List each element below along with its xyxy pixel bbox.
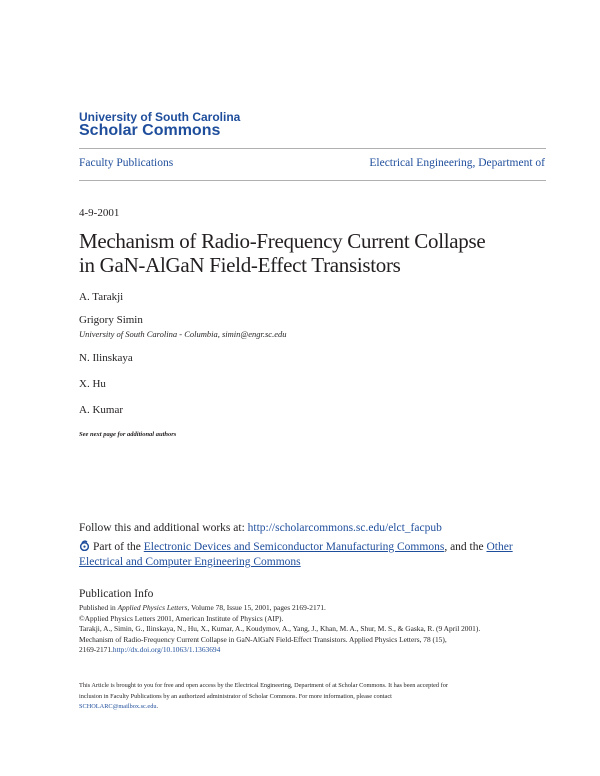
doi-link[interactable]: http://dx.doi.org/10.1063/1.1363694: [112, 645, 221, 655]
part-of-middle: , and the: [444, 541, 487, 553]
journal-name: Applied Physics Letters: [117, 603, 188, 612]
footer-line: This Article is brought to you for free and open access by the Electrical Engineering, Department of at Scholar Commons. It has been accepted for: [79, 682, 448, 689]
faculty-publications-link[interactable]: Faculty Publications: [79, 157, 174, 169]
publication-info-body: [79, 603, 549, 656]
see-next-page-note: See next page for additional authors: [79, 431, 177, 438]
author-name: Grigory Simin: [79, 314, 143, 326]
university-name[interactable]: University of South Carolina: [79, 110, 241, 124]
author-name: A. Kumar: [79, 404, 123, 416]
footer-line: [79, 702, 519, 713]
author-name: N. Ilinskaya: [79, 352, 133, 364]
pub-text: 2169-2171.: [79, 645, 113, 655]
pub-line: ©Applied Physics Letters 2001, American Institute of Physics (AIP).: [79, 613, 284, 623]
other-eecs-commons-link-cont[interactable]: Electrical and Computer Engineering Commons: [79, 556, 301, 568]
follow-line: [79, 522, 442, 534]
pub-text: , Volume 78, Issue 15, 2001, pages 2169-2171.: [187, 603, 326, 612]
department-link[interactable]: Electrical Engineering, Department of: [369, 157, 545, 169]
part-of-line: [79, 540, 549, 570]
pub-line: [79, 645, 549, 656]
collection-url-link[interactable]: http://scholarcommons.sc.edu/elct_facpub: [247, 522, 442, 534]
publication-date: 4-9-2001: [79, 207, 120, 219]
author-name: X. Hu: [79, 378, 106, 390]
pub-line: [79, 603, 549, 614]
follow-text: Follow this and additional works at:: [79, 522, 248, 534]
article-title: [79, 229, 549, 277]
divider-top: [79, 148, 546, 149]
pub-line: Mechanism of Radio-Frequency Current Collapse in GaN-AlGaN Field-Effect Transistors. Applied Physics Letters, 78 (15),: [79, 634, 447, 644]
divider-bottom: [79, 180, 546, 181]
footer-text: .: [156, 703, 159, 710]
author-affiliation: University of South Carolina - Columbia, simin@engr.sc.edu: [79, 329, 287, 339]
electronic-devices-commons-link[interactable]: Electronic Devices and Semiconductor Manufacturing Commons: [143, 541, 445, 553]
footer-note: [79, 681, 519, 713]
author-name: A. Tarakji: [79, 291, 124, 303]
other-eecs-commons-link[interactable]: Other: [486, 541, 513, 553]
title-line-1: Mechanism of Radio-Frequency Current Collapse: [79, 229, 486, 253]
pub-line: Tarakji, A., Simin, G., Ilinskaya, N., Hu, X., Kumar, A., Koudymov, A., Yang, J., Khan, M. A., Shur, M. S., & Gaska, R. (9 April 2001).: [79, 624, 481, 634]
title-line-2: in GaN-AlGaN Field-Effect Transistors: [79, 253, 401, 277]
publication-info-heading: Publication Info: [79, 588, 154, 600]
scholar-commons-logo[interactable]: Scholar Commons: [79, 122, 221, 139]
part-of-prefix: Part of the: [93, 541, 144, 553]
pub-text: Published in: [79, 603, 118, 612]
open-access-icon: [79, 540, 90, 551]
contact-email-link[interactable]: SCHOLARC@mailbox.sc.edu: [79, 703, 157, 710]
footer-line: inclusion in Faculty Publications by an authorized administrator of Scholar Commons. For more information, please contact: [79, 692, 392, 700]
